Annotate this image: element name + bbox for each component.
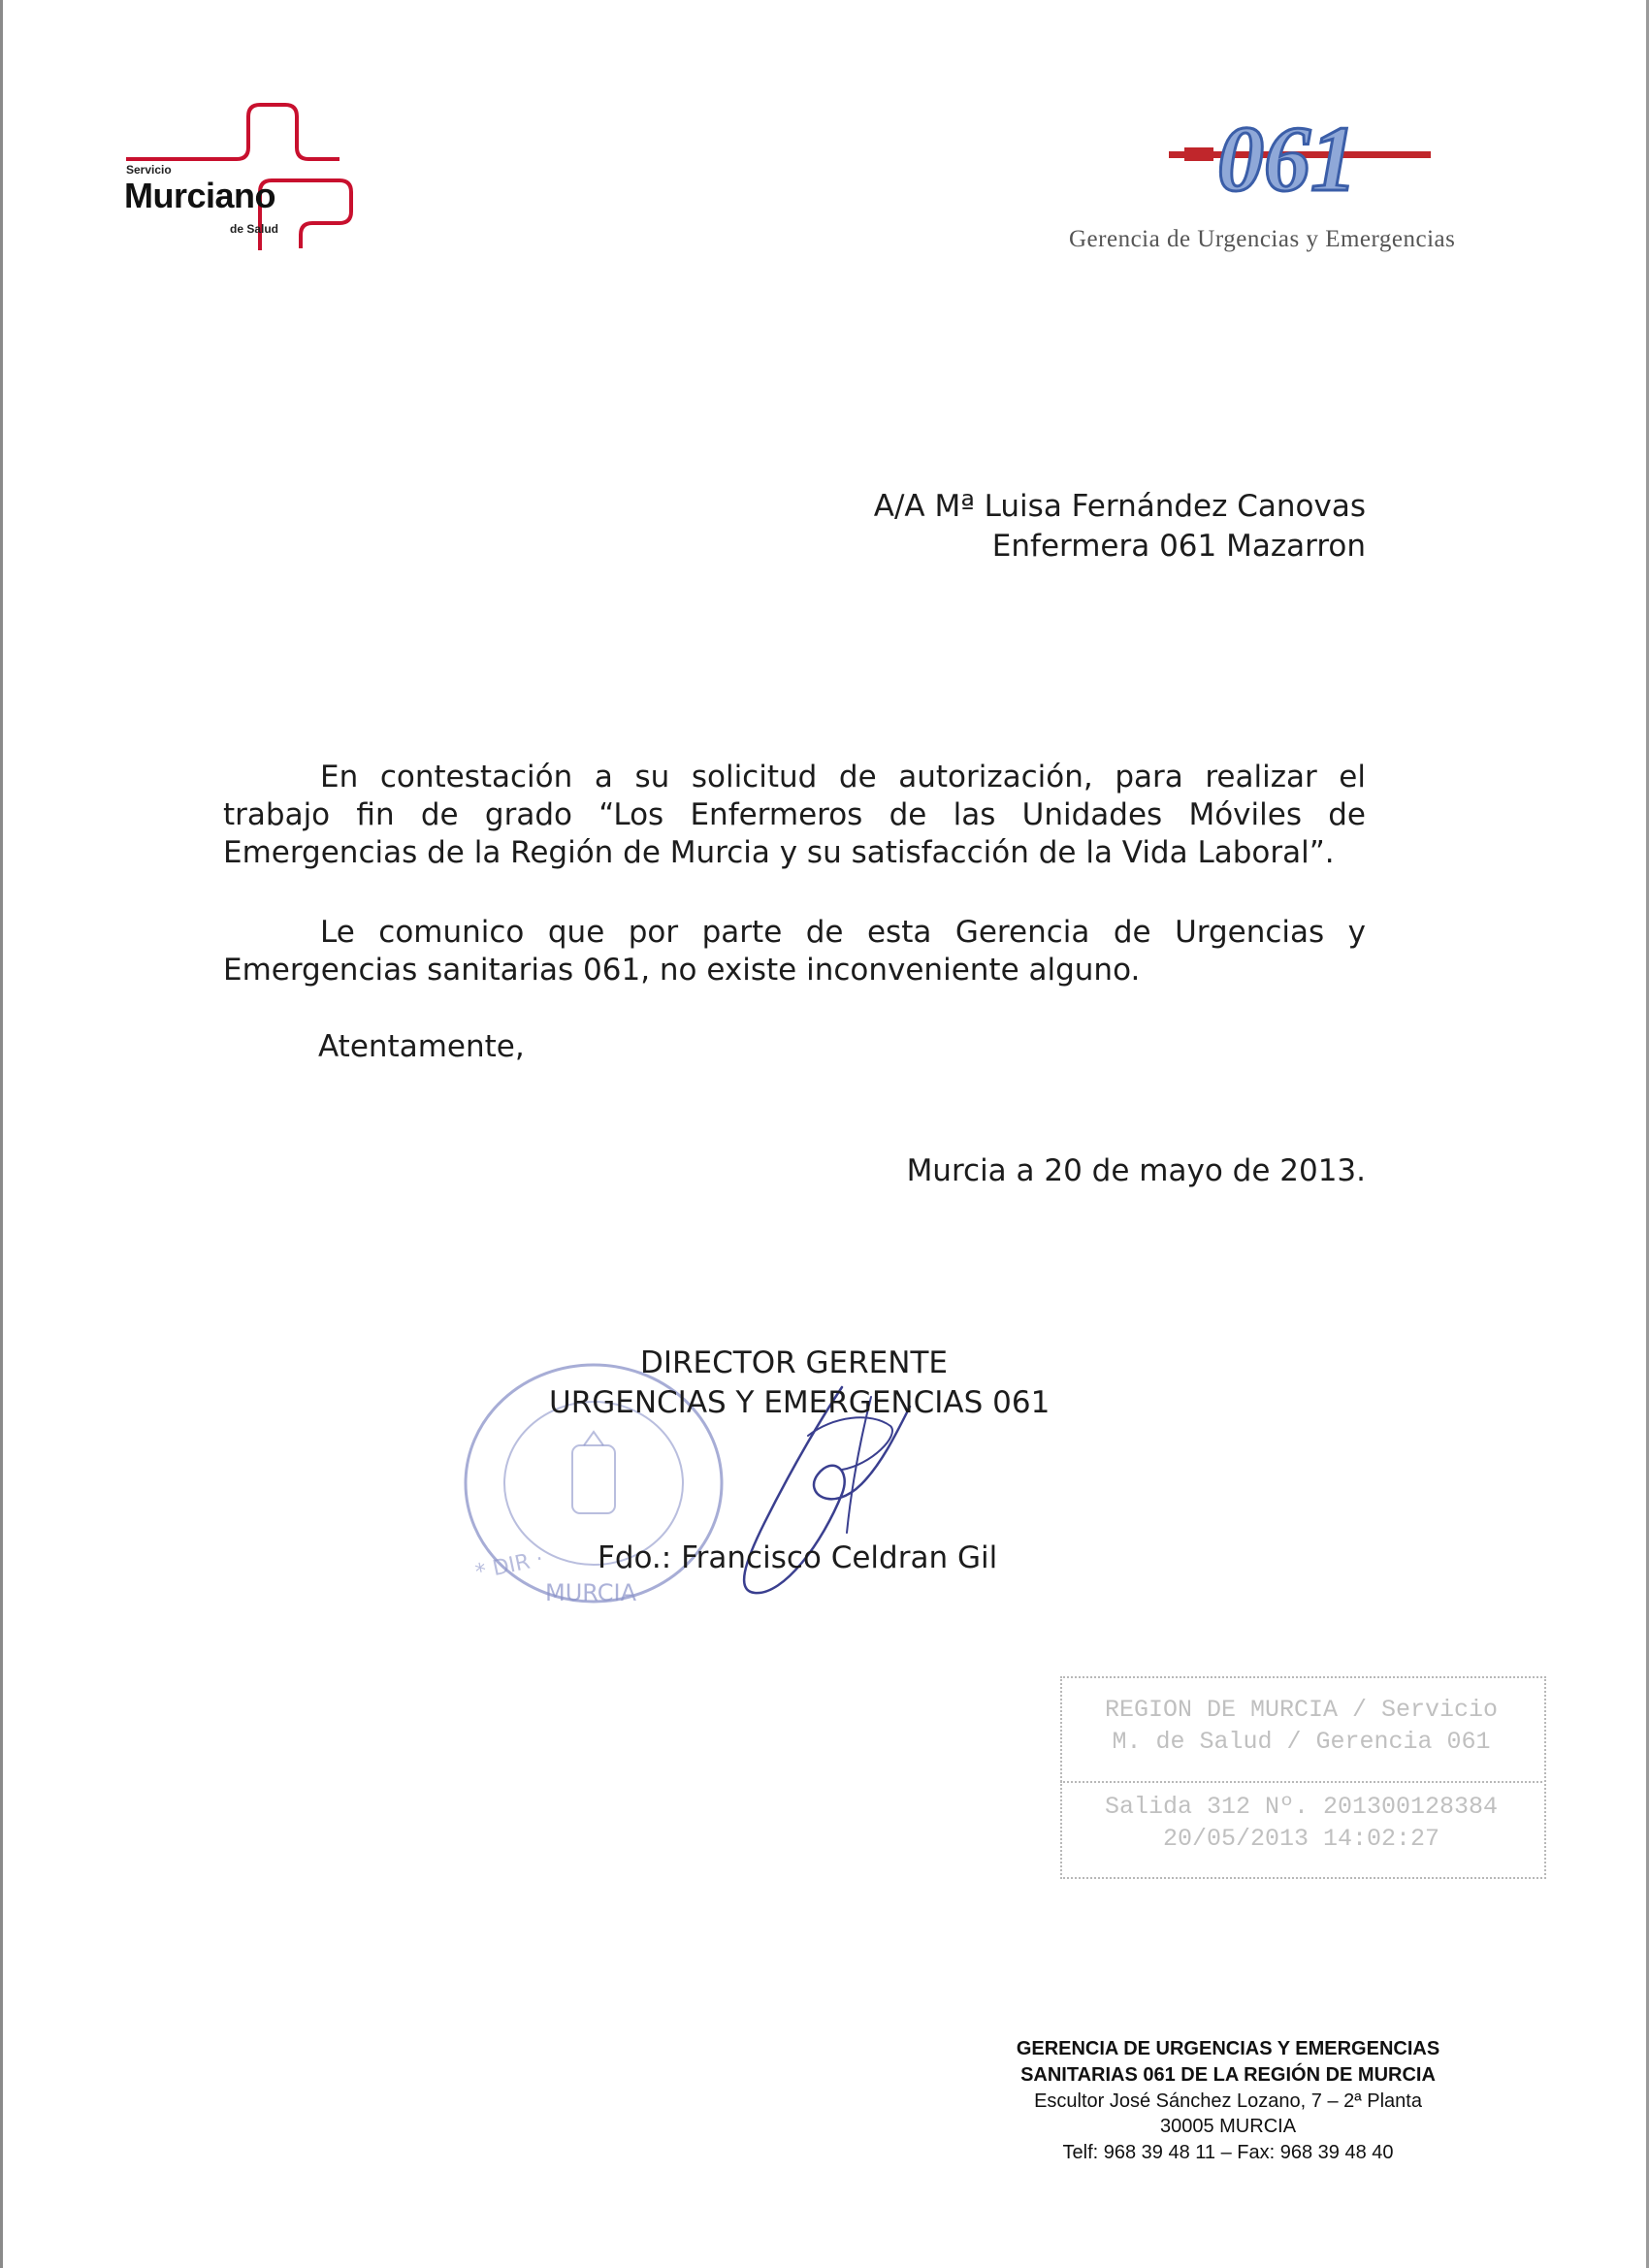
logo-061 (1159, 107, 1440, 204)
letter-date: Murcia a 20 de mayo de 2013. (906, 1153, 1366, 1188)
recipient-line-2: Enfermera 061 Mazarron (991, 529, 1366, 564)
header-subtitle: Gerencia de Urgencias y Emergencias (1069, 226, 1456, 252)
footer-city: 30005 MURCIA (1159, 2116, 1297, 2137)
body-paragraph-2: Le comunico que por parte de esta Gerencia de Urgencias y Emergencias sanitarias 061, no existe inconveniente alguno. (223, 915, 1366, 988)
footer-line-2: SANITARIAS 061 DE LA REGIÓN DE MURCIA (1020, 2064, 1436, 2086)
sms-logo-bottom-text: de Salud (230, 222, 279, 236)
scan-edge-left (0, 0, 3, 2268)
footer-phone-fax: Telf: 968 39 48 11 – Fax: 968 39 48 40 (1062, 2142, 1394, 2163)
logo-061-text: 061 (1217, 107, 1357, 204)
registry-stamp-divider (1060, 1781, 1542, 1783)
body-paragraph-1: En contestación a su solicitud de autorización, para realizar el trabajo fin de grado “Los Enfermeros de las Unidades Móviles de Emergencias de la Región de Murcia y su satisfacción de la Vida Laboral”. (223, 760, 1366, 870)
sms-logo-top-text: Servicio (126, 163, 172, 177)
signatory-name: Fdo.: Francisco Celdran Gil (598, 1540, 998, 1575)
registry-line-1: REGION DE MURCIA / Servicio (1104, 1696, 1499, 1724)
signatory-title-2: URGENCIAS Y EMERGENCIAS 061 (549, 1385, 1051, 1420)
registry-line-3: Salida 312 Nº. 201300128384 (1104, 1793, 1499, 1821)
registry-line-2: M. de Salud / Gerencia 061 (1112, 1728, 1491, 1756)
footer-address: Escultor José Sánchez Lozano, 7 – 2ª Planta (1034, 2090, 1422, 2112)
registry-line-4: 20/05/2013 14:02:27 (1162, 1825, 1440, 1853)
footer-line-1: GERENCIA DE URGENCIAS Y EMERGENCIAS (1016, 2038, 1440, 2059)
svg-text:MURCIA: MURCIA (545, 1579, 637, 1606)
svg-text:* DIR ·: * DIR · (473, 1546, 546, 1585)
signatory-title-1: DIRECTOR GERENTE (640, 1345, 948, 1380)
recipient-line-1: A/A Mª Luisa Fernández Canovas (873, 489, 1366, 524)
closing: Atentamente, (318, 1029, 525, 1064)
sms-logo-main-text: Murciano (124, 176, 276, 215)
